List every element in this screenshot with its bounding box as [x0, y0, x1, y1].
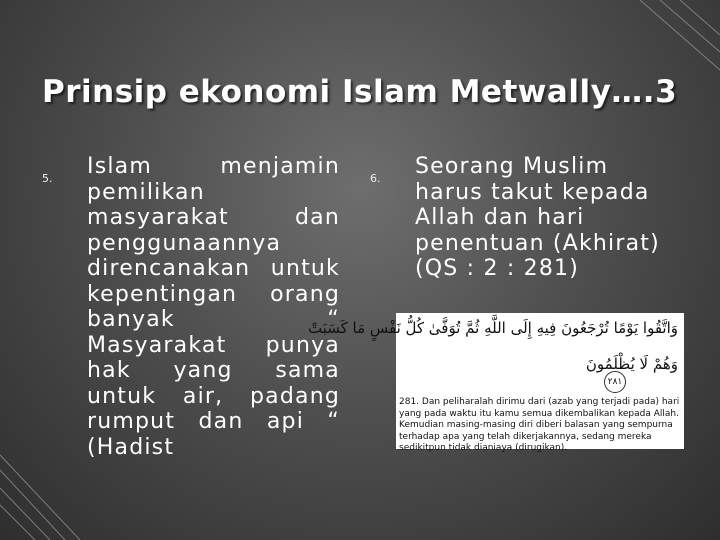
verse-translation: 281. Dan peliharalah dirimu dari (azab yang terjadi pada) hari yang pada waktu itu kamu semua dikembalikan kepada Allah. Kemudian masing-masing diri diberi balasan yang sempurna terhadap apa yang telah dikerjakannya, sedang mereka sedikitpun tidak dianiaya (dirugikan). — [399, 397, 680, 453]
arabic-verse-line-2: وَهُمْ لَا يُظْلَمُونَ — [585, 355, 678, 373]
point-6-text: Seorang Muslim harus takut kepada Allah dan hari penentuan (Akhirat) (QS : 2 : 281) — [415, 154, 660, 281]
arabic-verse-line-1: وَاتَّقُوا يَوْمًا تُرْجَعُونَ فِيهِ إِلَى اللَّهِ ثُمَّ تُوَفَّىٰ كُلُّ نَفْسٍ مَا كَسَبَتْ — [307, 319, 678, 337]
ayah-number-mark: ٢٨١ — [604, 371, 626, 393]
quran-verse-image — [307, 313, 684, 453]
point-5-number: 5. — [42, 172, 53, 185]
point-6-number: 6. — [370, 172, 381, 185]
point-6 — [370, 154, 670, 282]
point-5-text: Islam menjamin pemilikan masyarakat dan penggunaannya direncanakan untuk kepentingan orang banyak “ Masyarakat punya hak yang sama untuk air, padang rumput dan api “ (Hadist — [87, 154, 340, 460]
point-5 — [42, 154, 340, 460]
slide-title: Prinsip ekonomi Islam Metwally….3 — [42, 74, 678, 110]
